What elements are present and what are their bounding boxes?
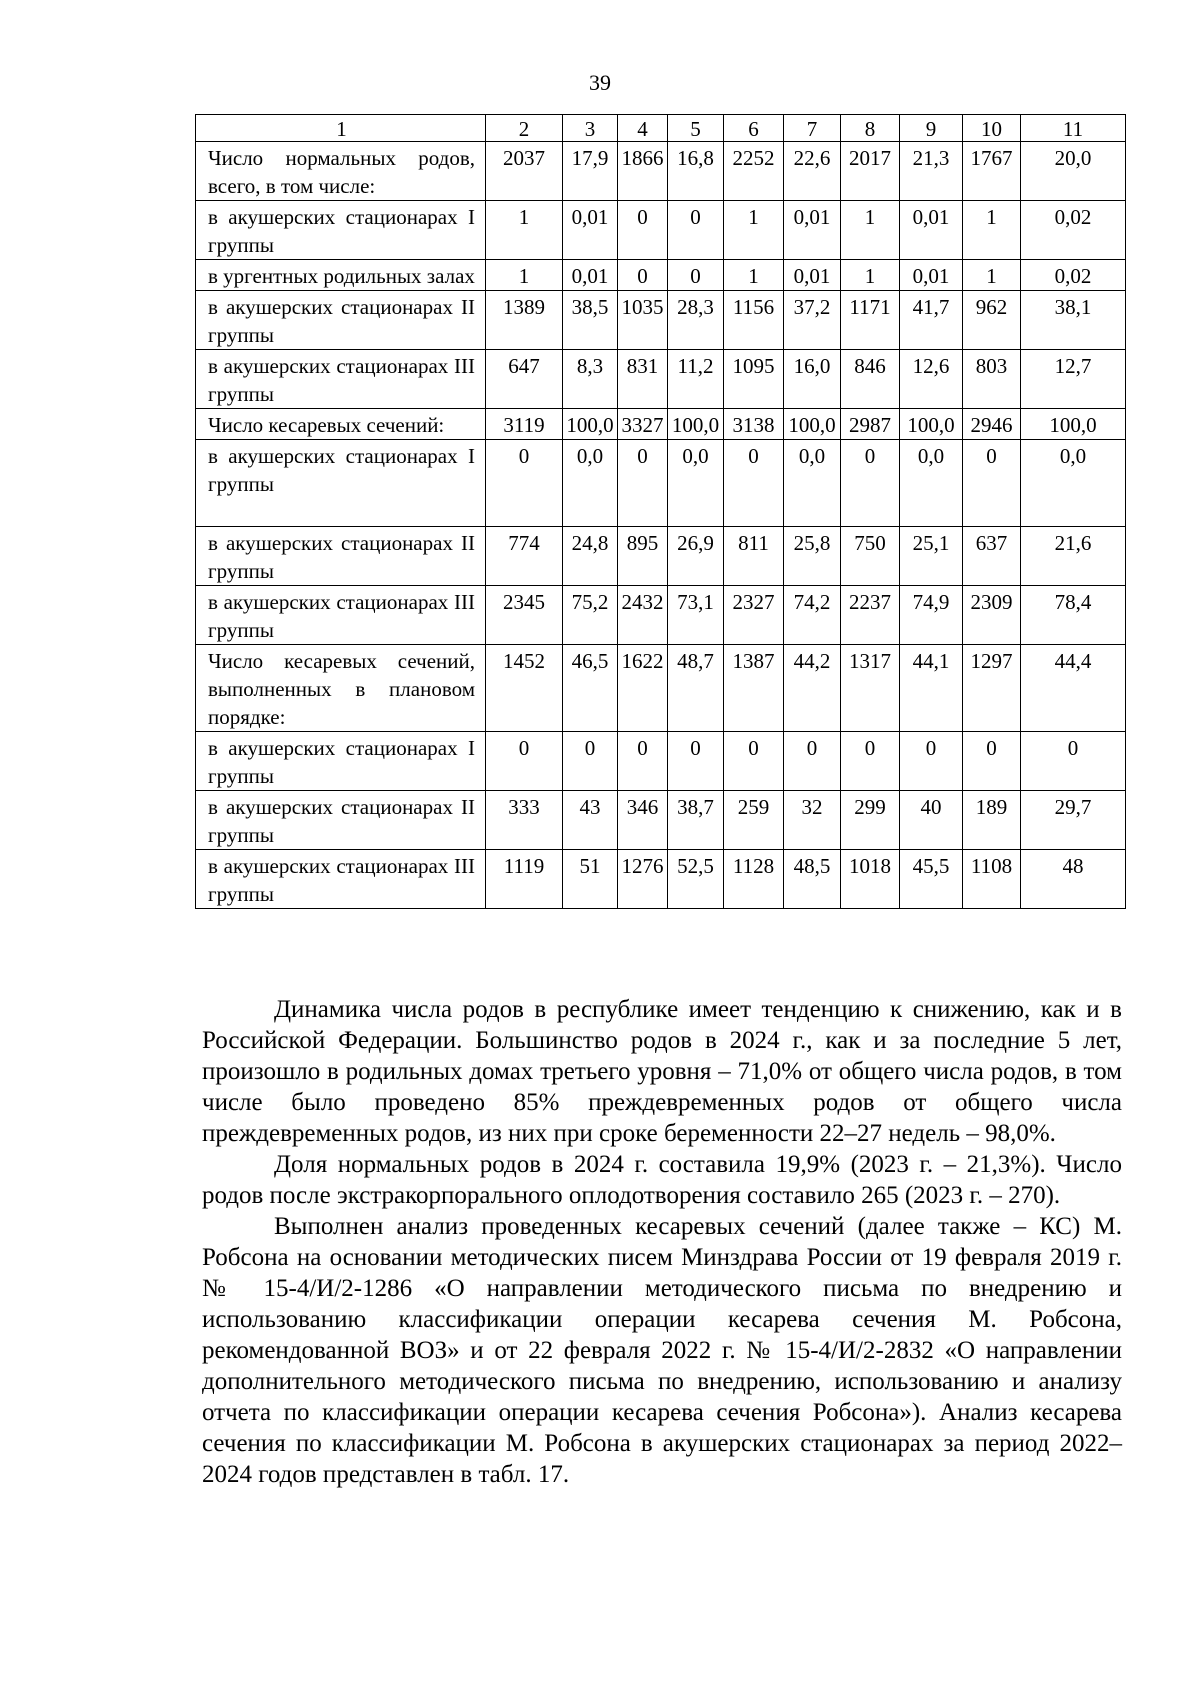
table-cell: 38,7 — [668, 791, 724, 850]
table-cell: 1767 — [963, 142, 1021, 201]
column-header: 6 — [724, 115, 784, 142]
table-cell: 299 — [841, 791, 900, 850]
table-cell: 0 — [784, 732, 841, 791]
table-cell: 2037 — [486, 142, 563, 201]
table-cell: 3327 — [618, 409, 668, 440]
column-header: 11 — [1021, 115, 1126, 142]
table-cell: 0 — [841, 440, 900, 527]
table-cell: 0 — [668, 732, 724, 791]
table-cell: 0,02 — [1021, 260, 1126, 291]
table-cell: 1035 — [618, 291, 668, 350]
table-cell: 74,2 — [784, 586, 841, 645]
table-cell: 1452 — [486, 645, 563, 732]
table-cell: 0 — [668, 201, 724, 260]
row-label: Число нормальных родов, всего, в том числе: — [196, 142, 486, 201]
table-cell: 38,5 — [563, 291, 618, 350]
table-row — [196, 409, 1126, 440]
table-cell: 2252 — [724, 142, 784, 201]
table-cell: 0 — [486, 440, 563, 527]
table-cell: 32 — [784, 791, 841, 850]
table-cell: 1 — [486, 260, 563, 291]
table-cell: 16,8 — [668, 142, 724, 201]
table-cell: 0,01 — [563, 201, 618, 260]
table-cell: 100,0 — [1021, 409, 1126, 440]
table-cell: 0,0 — [900, 440, 963, 527]
table-cell: 1 — [963, 260, 1021, 291]
table-cell: 29,7 — [1021, 791, 1126, 850]
table-cell: 73,1 — [668, 586, 724, 645]
table-cell: 3119 — [486, 409, 563, 440]
table-cell: 1018 — [841, 850, 900, 909]
table-cell: 44,2 — [784, 645, 841, 732]
table-row — [196, 586, 1126, 645]
table-cell: 2946 — [963, 409, 1021, 440]
column-header: 10 — [963, 115, 1021, 142]
table-cell: 895 — [618, 527, 668, 586]
table-cell: 2345 — [486, 586, 563, 645]
row-label: в акушерских стационарах II группы — [196, 791, 486, 850]
row-label: в акушерских стационарах II группы — [196, 291, 486, 350]
table-cell: 100,0 — [563, 409, 618, 440]
table-cell: 1317 — [841, 645, 900, 732]
table-cell: 51 — [563, 850, 618, 909]
statistics-table — [195, 114, 1126, 909]
table-cell: 52,5 — [668, 850, 724, 909]
table-cell: 1 — [486, 201, 563, 260]
table-cell: 44,4 — [1021, 645, 1126, 732]
table-row — [196, 201, 1126, 260]
table-cell: 48 — [1021, 850, 1126, 909]
row-label: Число кесаревых сечений: — [196, 409, 486, 440]
table-cell: 12,6 — [900, 350, 963, 409]
table-cell: 44,1 — [900, 645, 963, 732]
column-header: 7 — [784, 115, 841, 142]
table-cell: 21,6 — [1021, 527, 1126, 586]
table-cell: 2987 — [841, 409, 900, 440]
table-row — [196, 142, 1126, 201]
row-label: в акушерских стационарах III группы — [196, 850, 486, 909]
table-cell: 2327 — [724, 586, 784, 645]
table-cell: 24,8 — [563, 527, 618, 586]
table-cell: 75,2 — [563, 586, 618, 645]
table-cell: 41,7 — [900, 291, 963, 350]
table-row — [196, 850, 1126, 909]
table-cell: 1108 — [963, 850, 1021, 909]
table-cell: 0 — [563, 732, 618, 791]
table-cell: 774 — [486, 527, 563, 586]
table-cell: 48,7 — [668, 645, 724, 732]
table-cell: 46,5 — [563, 645, 618, 732]
table-cell: 2017 — [841, 142, 900, 201]
table-cell: 0 — [724, 440, 784, 527]
table-cell: 12,7 — [1021, 350, 1126, 409]
table-row — [196, 791, 1126, 850]
table-cell: 100,0 — [784, 409, 841, 440]
table-row — [196, 260, 1126, 291]
column-header: 9 — [900, 115, 963, 142]
table-cell: 1387 — [724, 645, 784, 732]
table-cell: 1119 — [486, 850, 563, 909]
table-cell: 28,3 — [668, 291, 724, 350]
column-header: 3 — [563, 115, 618, 142]
table-cell: 43 — [563, 791, 618, 850]
table-cell: 21,3 — [900, 142, 963, 201]
row-label: Число кесаревых сечений, выполненных в плановом порядке: — [196, 645, 486, 732]
table-cell: 333 — [486, 791, 563, 850]
table-cell: 831 — [618, 350, 668, 409]
table-cell: 0,01 — [784, 260, 841, 291]
row-label: в акушерских стационарах I группы — [196, 440, 486, 527]
table-cell: 2237 — [841, 586, 900, 645]
table-cell: 1 — [841, 201, 900, 260]
table-row — [196, 732, 1126, 791]
table-cell: 1389 — [486, 291, 563, 350]
table-row — [196, 645, 1126, 732]
column-header: 1 — [196, 115, 486, 142]
page-number: 39 — [589, 70, 611, 95]
table-cell: 0 — [963, 732, 1021, 791]
table-cell: 0 — [900, 732, 963, 791]
table-cell: 962 — [963, 291, 1021, 350]
table-cell: 0,02 — [1021, 201, 1126, 260]
table-cell: 38,1 — [1021, 291, 1126, 350]
column-header: 4 — [618, 115, 668, 142]
table-cell: 803 — [963, 350, 1021, 409]
row-label: в акушерских стационарах I группы — [196, 201, 486, 260]
column-header: 8 — [841, 115, 900, 142]
table-cell: 1171 — [841, 291, 900, 350]
table-cell: 0,0 — [1021, 440, 1126, 527]
table-cell: 0 — [724, 732, 784, 791]
paragraph: Доля нормальных родов в 2024 г. составила 19,9% (2023 г. – 21,3%). Число родов после экстракорпорального оплодотворения составило 265 (2023 г. – 270). — [202, 1151, 1122, 1209]
row-label: в ургентных родильных залах — [196, 260, 486, 291]
table-cell: 45,5 — [900, 850, 963, 909]
table-cell: 0 — [618, 201, 668, 260]
table-cell: 750 — [841, 527, 900, 586]
table-cell: 0 — [618, 732, 668, 791]
table-cell: 0,0 — [668, 440, 724, 527]
table-cell: 2309 — [963, 586, 1021, 645]
table-cell: 1297 — [963, 645, 1021, 732]
table-row — [196, 350, 1126, 409]
table-cell: 1 — [724, 201, 784, 260]
table-cell: 189 — [963, 791, 1021, 850]
table-cell: 1866 — [618, 142, 668, 201]
table-cell: 25,1 — [900, 527, 963, 586]
table-cell: 0,0 — [784, 440, 841, 527]
table-cell: 37,2 — [784, 291, 841, 350]
table-cell: 1128 — [724, 850, 784, 909]
paragraph: Выполнен анализ проведенных кесаревых сечений (далее также – КС) М. Робсона на основании методических писем Минздрава России от 19 февраля 2019 г. № 15-4/И/2-1286 «О направлении методического письма по внедрению и использованию классификации операции кесарева сечения М. Робсона, рекомендованной ВОЗ» и от 22 февраля 2022 г. № 15-4/И/2-2832 «О направлении дополнительного методического письма по внедрению, использованию и анализу отчета по классификации операции кесарева сечения Робсона»). Анализ кесарева сечения по классификации М. Робсона в акушерских стационарах за период 2022–2024 годов представлен в табл. 17. — [202, 1213, 1122, 1488]
table-row — [196, 440, 1126, 527]
table-cell: 0 — [1021, 732, 1126, 791]
table-cell: 1156 — [724, 291, 784, 350]
table-cell: 1622 — [618, 645, 668, 732]
table-cell: 1095 — [724, 350, 784, 409]
table-cell: 100,0 — [900, 409, 963, 440]
row-label: в акушерских стационарах I группы — [196, 732, 486, 791]
table-cell: 0,01 — [900, 201, 963, 260]
table-cell: 0 — [963, 440, 1021, 527]
table-cell: 1 — [724, 260, 784, 291]
table-cell: 26,9 — [668, 527, 724, 586]
table-cell: 1276 — [618, 850, 668, 909]
table-header-row — [196, 115, 1126, 142]
table-cell: 0,01 — [784, 201, 841, 260]
table-body — [196, 115, 1126, 909]
table-cell: 20,0 — [1021, 142, 1126, 201]
row-label: в акушерских стационарах II группы — [196, 527, 486, 586]
table-cell: 74,9 — [900, 586, 963, 645]
table-cell: 637 — [963, 527, 1021, 586]
table-cell: 22,6 — [784, 142, 841, 201]
table-cell: 346 — [618, 791, 668, 850]
table-cell: 48,5 — [784, 850, 841, 909]
row-label: в акушерских стационарах III группы — [196, 350, 486, 409]
body-text — [202, 994, 1122, 1490]
table-cell: 16,0 — [784, 350, 841, 409]
column-header: 5 — [668, 115, 724, 142]
paragraph: Динамика числа родов в республике имеет тенденцию к снижению, как и в Российской Федерации. Большинство родов в 2024 г., как и за последние 5 лет, произошло в родильных домах третьего уровня – 71,0% от общего числа родов, в том числе было проведено 85% преждевременных родов от общего числа преждевременных родов, из них при сроке беременности 22–27 недель – 98,0%. — [202, 996, 1122, 1147]
table-cell: 846 — [841, 350, 900, 409]
table-cell: 259 — [724, 791, 784, 850]
table-cell: 17,9 — [563, 142, 618, 201]
table-cell: 0 — [618, 440, 668, 527]
table-cell: 25,8 — [784, 527, 841, 586]
table-cell: 0,01 — [900, 260, 963, 291]
table-cell: 1 — [841, 260, 900, 291]
table-cell: 100,0 — [668, 409, 724, 440]
table-cell: 0 — [668, 260, 724, 291]
table-cell: 1 — [963, 201, 1021, 260]
column-header: 2 — [486, 115, 563, 142]
table-row — [196, 291, 1126, 350]
table-cell: 0 — [841, 732, 900, 791]
table-cell: 3138 — [724, 409, 784, 440]
table-cell: 0 — [486, 732, 563, 791]
row-label: в акушерских стационарах III группы — [196, 586, 486, 645]
table-cell: 8,3 — [563, 350, 618, 409]
table-cell: 811 — [724, 527, 784, 586]
table-cell: 0,01 — [563, 260, 618, 291]
table-cell: 2432 — [618, 586, 668, 645]
table-cell: 40 — [900, 791, 963, 850]
table-cell: 0,0 — [563, 440, 618, 527]
table-row — [196, 527, 1126, 586]
table-cell: 78,4 — [1021, 586, 1126, 645]
table-cell: 647 — [486, 350, 563, 409]
table-cell: 0 — [618, 260, 668, 291]
table-cell: 11,2 — [668, 350, 724, 409]
